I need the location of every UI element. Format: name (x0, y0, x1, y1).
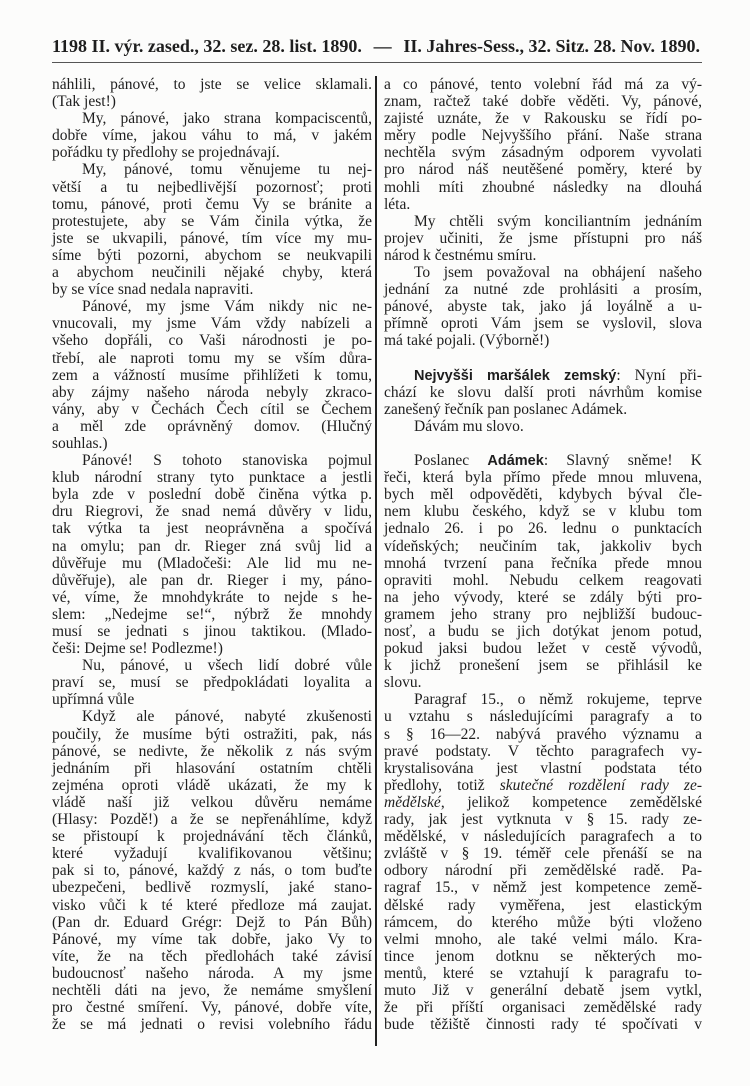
text-line: tince jenom dotknu se některých mo- (384, 947, 702, 965)
text-line: Když ale pánové, nabyté zkušenosti (82, 708, 372, 726)
text-line: má také pojali. (Výborně!) (384, 332, 550, 350)
text-line: jednalo 26. i po 26. lednu o punktacích (384, 520, 702, 538)
text-line: upřímná vůle (52, 691, 135, 709)
text-line: My, pánové, tomu věnujeme tu nej- (82, 161, 372, 179)
text-line: (Pan dr. Eduard Grégr: Dejž to Pán Bůh) (52, 913, 372, 931)
speaker-name: Nejvyšši maršálek zemský (414, 367, 617, 384)
text-line: souhlas.) (52, 434, 108, 452)
text-line: třebí, ale naproti tomu my se vším důra- (52, 349, 372, 367)
text-line: víte, že na těch předlohách také závisí (52, 947, 372, 965)
text-line: vány, aby v Čechách Čech cítil se Čechem (52, 400, 372, 418)
text-line (384, 452, 702, 469)
text-line: pravé podstaty. V těchto paragrafech vy- (384, 742, 702, 760)
text-line: nechtěli dáti na jevo, že nemáme smyšlení (52, 981, 372, 999)
text-line: rady, jak jest vytknuta v § 15. rady ze- (384, 811, 702, 829)
text-line: přímně oproti Vám jsem se vyslovil, slova (384, 315, 702, 333)
text-line: zem a vážností musíme přihlížeti k tomu, (52, 366, 372, 384)
text-line: My, pánové, jako strana kompaciscentů, (82, 110, 372, 128)
column-divider (375, 76, 377, 1046)
text-line: tomu, pánové, proti čemu Vy se bránite a (52, 195, 372, 213)
text-line: které vyžadují kvalifikovanou většinu; (52, 845, 372, 863)
text-line: Dávám mu slovo. (414, 417, 524, 435)
text-line: bude těžiště činnosti rady té spočívati v (384, 1016, 702, 1034)
text-line: velmi mnoho, ale také velmi málo. Kra- (384, 930, 702, 948)
text-line: dobře víme, jakou váhu to má, v jakém (52, 127, 372, 145)
text-line: pro čestné smíření. Vy, pánové, dobře víte, (52, 999, 372, 1017)
text-line: důvěřuje mu (Mladočeši: Ale lid mu ne- (52, 554, 372, 572)
text-segment: : Slavný sněme! K (543, 452, 702, 470)
paragraph-gap (384, 435, 702, 452)
text-line: rámcem, do kterého může býti vloženo (384, 913, 702, 931)
text-line: k jichž pronešení jsem se přihlásil ke (384, 657, 702, 675)
emphasis-text: skutečné rozdělení rady ze- (499, 776, 703, 794)
text-line: nechtěla svým zásadným odporem vyvolati (384, 144, 702, 162)
text-line (384, 777, 702, 794)
text-line: pořádku ty předlohy se projednávají. (52, 144, 280, 162)
text-line: všeho dopřáli, co Vaši národnosti je po- (52, 332, 372, 350)
text-line: (Tak jest!) (52, 93, 116, 111)
text-line: dru Riegrovi, že snad nemá důvěry v lidu, (52, 503, 372, 521)
text-line: národ k čestnému smíru. (384, 246, 537, 264)
text-line: dělské rady vyměřena, jest elastickým (384, 896, 702, 914)
text-line: To jsem považoval na obhájení našeho (414, 264, 702, 282)
text-line: vé, víme, že mnohdykráte to nejde s he- (52, 588, 372, 606)
text-line: byla zde v poslední době činěna výtka p. (52, 486, 372, 504)
running-header (52, 36, 700, 57)
text-line: pánové, abyste tak, jako já loyálně a u- (384, 298, 702, 316)
text-line: musí se jednati s jinou taktikou. (Mlado- (52, 623, 372, 640)
text-line: zvláště v § 19. téměř cele přenáší se na (384, 845, 702, 863)
text-line: pánové, se nedivte, že několik z nás svým (52, 742, 372, 760)
text-line: a co pánové, tento volební řád má za vý- (384, 76, 702, 93)
header-german: II. Jahres-Sess., 32. Sitz. 28. Nov. 1890. (403, 36, 700, 56)
text-line: tak výtka ta jest neoprávněna a spočívá (52, 520, 372, 538)
text-line: léta. (384, 195, 411, 213)
header-dash: — (373, 36, 392, 56)
text-line: chází ke slovu další proti návrhům komise (384, 383, 702, 401)
text-line: opraviti mohl. Nebudu celkem reagovati (384, 571, 702, 589)
text-line: že při příští organisaci zemědělské rady (384, 999, 702, 1017)
text-line: mentů, které se vztahují k paragrafu to- (384, 964, 702, 982)
text-line: Pánové! S tohoto stanoviska pojmul (82, 452, 372, 470)
text-line: aby zájmy našeho národa nebyly zkraco- (52, 383, 372, 401)
text-line: pak si to, pánové, každý z nás, o tom buďte (52, 862, 372, 880)
text-line: klub národní strany tyto punktace a jestli (52, 469, 372, 487)
text-line: zejména oproti vládě ukázati, že my k (52, 776, 372, 794)
text-line: ragraf 15., v němž jest kompetence země- (384, 879, 702, 897)
left-column (52, 76, 372, 1033)
text-segment: předlohy, totiž (384, 776, 500, 794)
text-line (384, 367, 702, 384)
text-line: na omylu; pan dr. Rieger zná svůj lid a (52, 537, 372, 555)
text-line: Pánové, my jsme Vám nikdy nic ne- (82, 298, 372, 316)
header-czech: 1198 II. výr. zased., 32. sez. 28. list. 1890. (52, 36, 362, 56)
text-line: se přistoupí k projednávání těch článků, (52, 828, 372, 846)
text-segment: : Nyní při- (616, 366, 702, 384)
text-line: by se více snad nedala napraviti. (52, 281, 254, 299)
text-line: na jeho vývody, které se zdály býti pro- (384, 588, 702, 606)
text-line: jednání za nutné zde prohlásiti a prosím, (384, 281, 702, 299)
text-line: bych měl odpověděti, kdybych býval čle- (384, 486, 702, 504)
text-line: muto Již v generální debatě jsem vytkl, (384, 981, 702, 999)
paragraph-gap (384, 350, 702, 367)
right-column (384, 76, 702, 1033)
text-segment: Poslanec (414, 452, 488, 470)
header-rule (52, 62, 702, 63)
text-line: s § 16—22. nabývá pravého významu a (384, 725, 702, 743)
text-line: krystalisována jest vlastní podstata této (384, 759, 702, 777)
text-line: jednáním při hlasování ostatním chtěli (52, 759, 372, 777)
text-line: nosť, a budu se jich dotýkat jenom potud, (384, 623, 702, 640)
text-line: mnohá tvrzení pana řečníka přede mnou (384, 554, 702, 572)
text-line: nem klubu českého, když se v klubu tom (384, 503, 702, 521)
text-line: gramem jeho strany pro nejbližší budouc- (384, 605, 702, 623)
text-line: ubezpečeni, bedlivě rozmyslí, jaké stano- (52, 879, 372, 897)
text-line: Paragraf 15., o němž rokujeme, teprve (414, 691, 702, 709)
text-line: visko vůči k té které předloze má zaujat. (52, 896, 372, 914)
text-line: poučily, že musíme býti ostražiti, pak, nás (52, 725, 372, 743)
text-line: znam, račtež také dobře věděti. Vy, pánové, (384, 93, 702, 111)
text-line: u vztahu s následujícími paragrafy a to (384, 708, 702, 726)
text-line: pokud jaksi budou ležet v cestě vývodů, (384, 640, 702, 658)
text-line: Nu, pánové, u všech lidí dobré vůle (82, 657, 372, 675)
text-line: protestujete, aby se Vám činila výtka, že (52, 212, 372, 230)
text-line: praví se, musí se předpokládati loyalita a (52, 674, 372, 692)
text-line: (Hlasy: Pozdě!) a že se nepřenáhlíme, když (52, 811, 372, 829)
text-line: Pánové, my víme tak dobře, jako Vy to (52, 930, 372, 948)
text-line: a měl zde oprávněný domov. (Hlučný (52, 417, 372, 435)
text-line: síme býti pozorni, abychom se neukvapili (52, 246, 372, 264)
text-line: vládě naší již velkou důvěru nemáme (52, 793, 372, 811)
text-line: měry podle Nejvyššího přání. Naše strana (384, 127, 702, 145)
text-line: jste se ukvapili, pánové, tím více my mu- (52, 229, 372, 247)
text-line: vnucovali, my jsme Vám vždy nabízeli a (52, 315, 372, 333)
text-line: a abychom neučinili nějaké chyby, která (52, 264, 372, 282)
text-line: pro národ náš neutěšené poměry, které by (384, 161, 702, 179)
text-line: projev učiniti, že jsme přístupni pro náš (384, 229, 702, 247)
text-line: mědělské, v následujících paragrafech a to (384, 828, 702, 846)
text-line: že se má jednati o revisi volebního řádu (52, 1016, 372, 1034)
text-line: slovu. (384, 674, 422, 692)
text-line: vídeňských; neučiním tak, jakkoliv bych (384, 537, 702, 555)
text-line: řeči, která byla přímo přede mnou mluvena, (384, 469, 702, 487)
text-line: slem: „Nedejme se!“, nýbrž že mnohdy (52, 605, 372, 623)
emphasis-text: mědělské (384, 793, 441, 811)
text-line: náhlili, pánové, to jste se velice sklamali. (52, 76, 372, 93)
text-line: zanešený řečník pan poslanec Adámek. (384, 400, 628, 418)
text-line: důvěřuje), ale pan dr. Rieger i my, páno- (52, 571, 372, 589)
text-segment: , jelikož kompetence zemědělské (440, 793, 702, 811)
text-line: budoucnosť našeho národa. A my jsme (52, 964, 372, 982)
text-line: zajisté uznáte, že v Rakousku se řídí po- (384, 110, 702, 128)
speaker-name: Adámek (487, 453, 544, 470)
text-line: odbory národní při zemědělské radě. Pa- (384, 862, 702, 880)
text-line: češi: Dejme se! Podlezme!) (52, 640, 223, 658)
text-line (384, 794, 702, 811)
text-line: My chtěli svým konciliantním jednáním (414, 212, 702, 230)
text-line: větší a tu nejbedlivější pozornosť; proti (52, 178, 372, 196)
text-line: mohli míti zhoubné následky na dlouhá (384, 178, 702, 196)
